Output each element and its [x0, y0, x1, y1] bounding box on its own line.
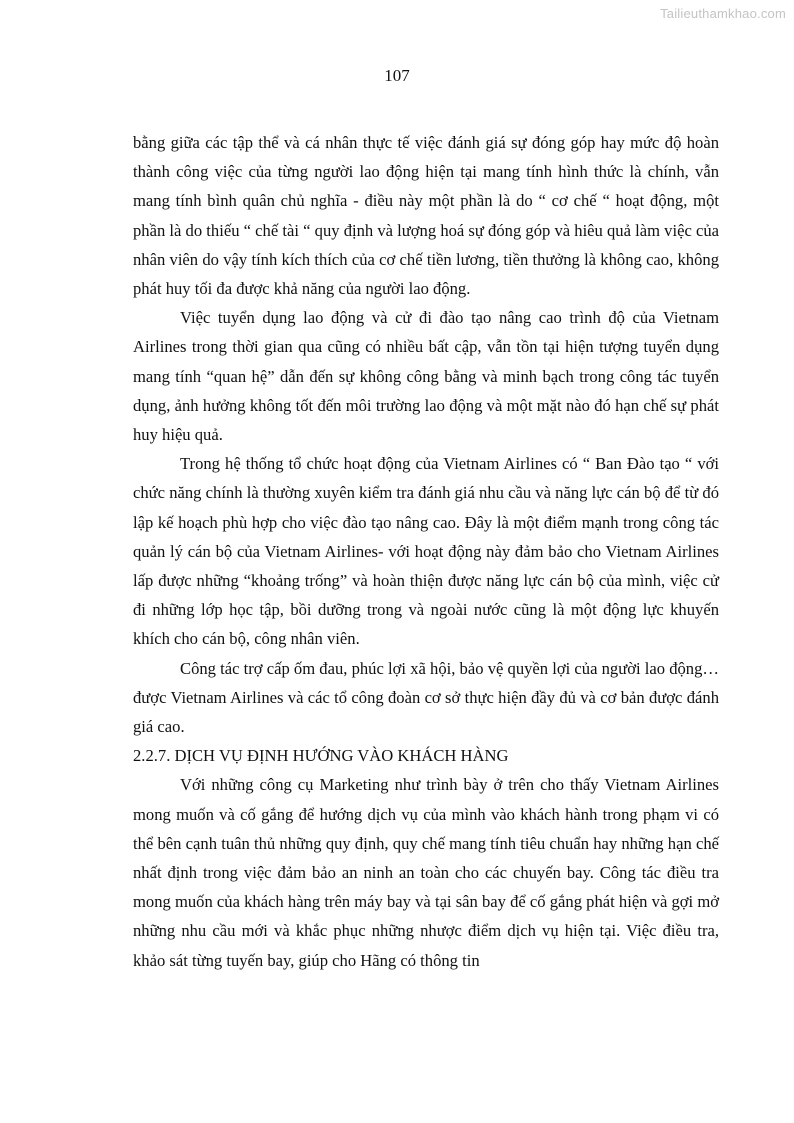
- page-number: 107: [384, 66, 410, 85]
- paragraph-welfare: Công tác trợ cấp ốm đau, phúc lợi xã hội, bảo vệ quyền lợi của người lao động… được Vietnam Airlines và các tổ công đoàn cơ sở thực hiện đầy đủ và cơ bản được đánh giá cao.: [133, 658, 719, 737]
- section-heading: 2.2.7. DỊCH VỤ ĐỊNH HƯỚNG VÀO KHÁCH HÀNG: [133, 746, 509, 766]
- paragraph-customer-service: Với những công cụ Marketing như trình bày ở trên cho thấy Vietnam Airlines mong muốn và cố gắng để hướng dịch vụ của mình vào khách hành trong phạm vi có thể bên cạnh tuân thủ những quy định, quy chế mang tính tiêu chuẩn hay những hạn chế nhất định trong việc đảm bảo an ninh an toàn cho các chuyến bay. Công tác điều tra mong muốn của khách hàng trên máy bay và tại sân bay để cố gắng phát hiện và gợi mở những nhu cầu mới và khắc phục những nhược điểm dịch vụ hiện tại. Việc điều tra, khảo sát từng tuyến bay, giúp cho Hãng có thông tin: [133, 775, 719, 970]
- document-body: [133, 128, 719, 975]
- paragraph-recruitment: Việc tuyển dụng lao động và cử đi đào tạo nâng cao trình độ của Vietnam Airlines trong thời gian qua cũng có nhiều bất cập, vẫn tồn tại hiện tượng tuyển dụng mang tính “quan hệ” dẫn đến sự không công bằng và minh bạch trong công tác tuyển dụng, ảnh hưởng không tốt đến môi trường lao động và một mặt nào đó hạn chế sự phát huy hiệu quả.: [133, 308, 719, 445]
- paragraph-continuation: bằng giữa các tập thể và cá nhân thực tế việc đánh giá sự đóng góp hay mức độ hoàn thành công việc của từng người lao động hiện tại mang tính hình thức là chính, vẫn mang tính bình quân chủ nghĩa - điều này một phần là do “ cơ chế “ hoạt động, một phần là do thiếu “ chế tài “ quy định và lượng hoá sự đóng góp và hiêu quả làm việc của nhân viên do vậy tính kích thích của cơ chế tiền lương, tiền thưởng là không cao, không phát huy tối đa được khả năng của người lao động.: [133, 133, 719, 299]
- watermark: Tailieuthamkhao.com: [660, 6, 786, 21]
- paragraph-training-board: Trong hệ thống tổ chức hoạt động của Vietnam Airlines có “ Ban Đào tạo “ với chức năng chính là thường xuyên kiểm tra đánh giá nhu cầu và năng lực cán bộ để từ đó lập kế hoạch phù hợp cho việc đào tạo nâng cao. Đây là một điểm mạnh trong công tác quản lý cán bộ của Vietnam Airlines- với hoạt động này đảm bảo cho Vietnam Airlines lấp được những “khoảng trống” và hoàn thiện được năng lực cán bộ của mình, việc cử đi những lớp học tập, bồi dưỡng trong và ngoài nước cũng là một động lực khuyến khích cho cán bộ, công nhân viên.: [133, 454, 719, 649]
